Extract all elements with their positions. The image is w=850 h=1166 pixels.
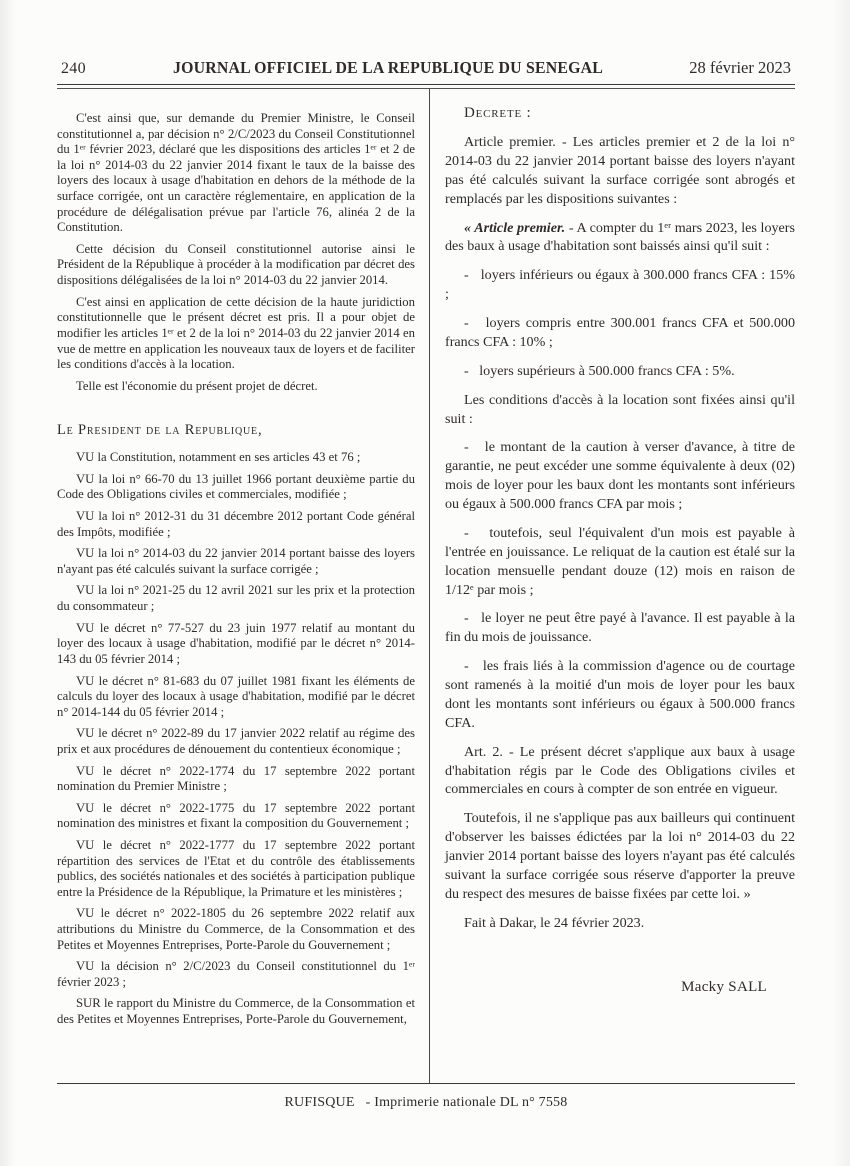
quote-rest: - A compter du 1ᵉʳ mars 2023, les loyers des baux à usage d'habitation sont baissés ainsi qu'il suit :	[445, 219, 795, 255]
decrete-heading: Decrete :	[464, 105, 532, 121]
paragraph: C'est ainsi en application de cette décision de la haute juridiction constitutionnelle que le présent décret est pris. Il a pour objet de modifier les articles 1ᵉʳ et 2 de la loi n° 2014-03 du 22 janvier 2014 en vue de mettre en application les nouveaux taux de loyers et de faciliter les conditions d'accès à la location.	[57, 294, 415, 372]
vu-item: VU la loi n° 2014-03 du 22 janvier 2014 portant baisse des loyers n'ayant pas été calculés suivant la surface corrigée ;	[57, 546, 415, 576]
rate-item: - loyers compris entre 300.001 francs CFA et 500.000 francs CFA : 10% ;	[445, 315, 795, 350]
condition-item: - les frais liés à la commission d'agence ou de courtage sont ramenés à la moitié d'un mois de loyer pour les baux dont les montants sont inférieurs ou égaux à 500.000 francs CFA.	[445, 658, 795, 731]
page-number: 240	[61, 60, 86, 77]
quote-lead: « Article premier.	[464, 219, 566, 236]
condition-item: - le loyer ne peut être payé à l'avance. Il est payable à la fin du mois de jouissance.	[445, 610, 795, 646]
page-content	[57, 58, 795, 1166]
vu-item: VU la loi n° 66-70 du 13 juillet 1966 portant deuxième partie du Code des Obligations civiles et commerciales, modifiée ;	[57, 471, 415, 502]
rate-item: - loyers inférieurs ou égaux à 300.000 francs CFA : 15% ;	[445, 267, 795, 303]
article-premier-quote	[445, 219, 795, 257]
article-premier-repeal: Article premier. - Les articles premier et 2 de la loi n° 2014-03 du 22 janvier 2014 portant baisse des loyers n'ayant pas été calculés suivant la surface corrigée sont abrogés et remplacés par les dispositions suivantes :	[445, 134, 795, 207]
columns	[57, 89, 795, 1084]
sur-item: SUR le rapport du Ministre du Commerce, de la Consommation et des Petites et Moyennes Entreprises, Porte-Parole du Gouvernement,	[57, 996, 415, 1027]
vu-item: VU le décret n° 2022-1775 du 17 septembre 2022 portant nomination des ministres et fixant la composition du Gouvernement ;	[57, 800, 415, 831]
toutefois-paragraph: Toutefois, il ne s'applique pas aux bailleurs qui continuent d'observer les baisses édictées par la loi n° 2014-03 du 22 janvier 2014 portant baisse des loyers n'ayant pas été calculés suivant la surface corrigée sous réserve d'apporter la preuve du respect des mesures de baisse fixées par cette loi. »	[445, 810, 795, 902]
vu-item: VU le décret n° 2022-1777 du 17 septembre 2022 portant répartition des services de l'Etat et du contrôle des établissements publics, des sociétés nationales et des sociétés à participation publique entre la Présidence de la République, la Primature et les ministères ;	[57, 837, 415, 899]
president-heading: Le President de la Republique,	[57, 422, 263, 439]
right-column	[429, 89, 795, 1083]
vu-item: VU la décision n° 2/C/2023 du Conseil constitutionnel du 1ᵉʳ février 2023 ;	[57, 959, 415, 989]
paragraph: Cette décision du Conseil constitutionnel autorise ainsi le Président de la République à procéder à la modification par décret des dispositions délégalisées de la loi n° 2014-03 du 22 janvier 2014.	[57, 241, 415, 288]
issue-date: 28 février 2023	[689, 58, 791, 77]
vu-item: VU le décret n° 77-527 du 23 juin 1977 relatif au montant du loyer des locaux à usage d'habitation, modifié par le décret n° 2014-143 du 05 février 2014 ;	[57, 620, 415, 666]
imprint-footer: RUFISQUE - Imprimerie nationale DL n° 7558	[284, 1095, 568, 1110]
journal-title: JOURNAL OFFICIEL DE LA REPUBLIQUE DU SENEGAL	[172, 58, 603, 77]
vu-item: VU le décret n° 81-683 du 07 juillet 1981 fixant les éléments de calculs du loyer des locaux à usage d'habitation, modifié par le décret n° 2014-144 du 05 février 2014 ;	[57, 673, 415, 719]
paragraph: C'est ainsi que, sur demande du Premier Ministre, le Conseil constitutionnel a, par décision n° 2/C/2023 du Conseil Constitutionnel du 1ᵉʳ février 2023, déclaré que les dispositions des articles 1ᵉʳ et 2 de la loi n° 2014-03 du 22 janvier 2014 fixant le taux de la baisse des loyers des locaux à usage d'habitation en dehors de la méthode de la surface corrigée, ont un caractère réglementaire, en application de la procédure de délégalisation prévue par l'article 76, alinéa 2 de la Constitution.	[57, 111, 415, 235]
vu-item: VU le décret n° 2022-1774 du 17 septembre 2022 portant nomination du Premier Ministre ;	[57, 763, 415, 794]
rate-item: - loyers supérieurs à 500.000 francs CFA : 5%.	[464, 362, 735, 379]
condition-item: - toutefois, seul l'équivalent d'un mois est payable à l'entrée en jouissance. Le reliquat de la caution est étalé sur la location mensuelle pendant douze (12) mois en raison de 1/12ᵉ par mois ;	[445, 524, 795, 598]
signature: Macky SALL	[681, 978, 767, 995]
condition-item: - le montant de la caution à verser d'avance, à titre de garantie, ne peut excéder une somme équivalente à deux (02) mois de loyer pour les baux dont les montants sont inférieurs ou égaux à 500.000 francs CFA par mois ;	[445, 439, 795, 513]
article-2: Art. 2. - Le présent décret s'applique aux baux à usage d'habitation régis par le Code des Obligations civiles et commerciales en cours à compter de son entrée en vigueur.	[445, 743, 795, 798]
left-column	[57, 89, 429, 1083]
vu-item: VU la loi n° 2021-25 du 12 avril 2021 sur les prix et la protection du consommateur ;	[57, 583, 415, 614]
masthead	[57, 58, 795, 84]
vu-item: VU la loi n° 2012-31 du 31 décembre 2012 portant Code général des Impôts, modifiée ;	[57, 509, 415, 539]
paragraph: Telle est l'économie du présent projet de décret.	[76, 378, 318, 393]
place-date: Fait à Dakar, le 24 février 2023.	[464, 914, 645, 931]
vu-item: VU le décret n° 2022-1805 du 26 septembre 2022 relatif aux attributions du Ministre du Commerce, de la Consommation et des Petites et Moyennes Entreprises, Porte-Parole du Gouvernement ;	[57, 906, 415, 952]
vu-item: VU le décret n° 2022-89 du 17 janvier 2022 relatif au régime des prix et aux procédures de dénouement du contentieux économique ;	[57, 726, 415, 756]
vu-item: VU la Constitution, notamment en ses articles 43 et 76 ;	[76, 450, 361, 465]
conditions-intro: Les conditions d'accès à la location sont fixées ainsi qu'il suit :	[445, 391, 795, 427]
